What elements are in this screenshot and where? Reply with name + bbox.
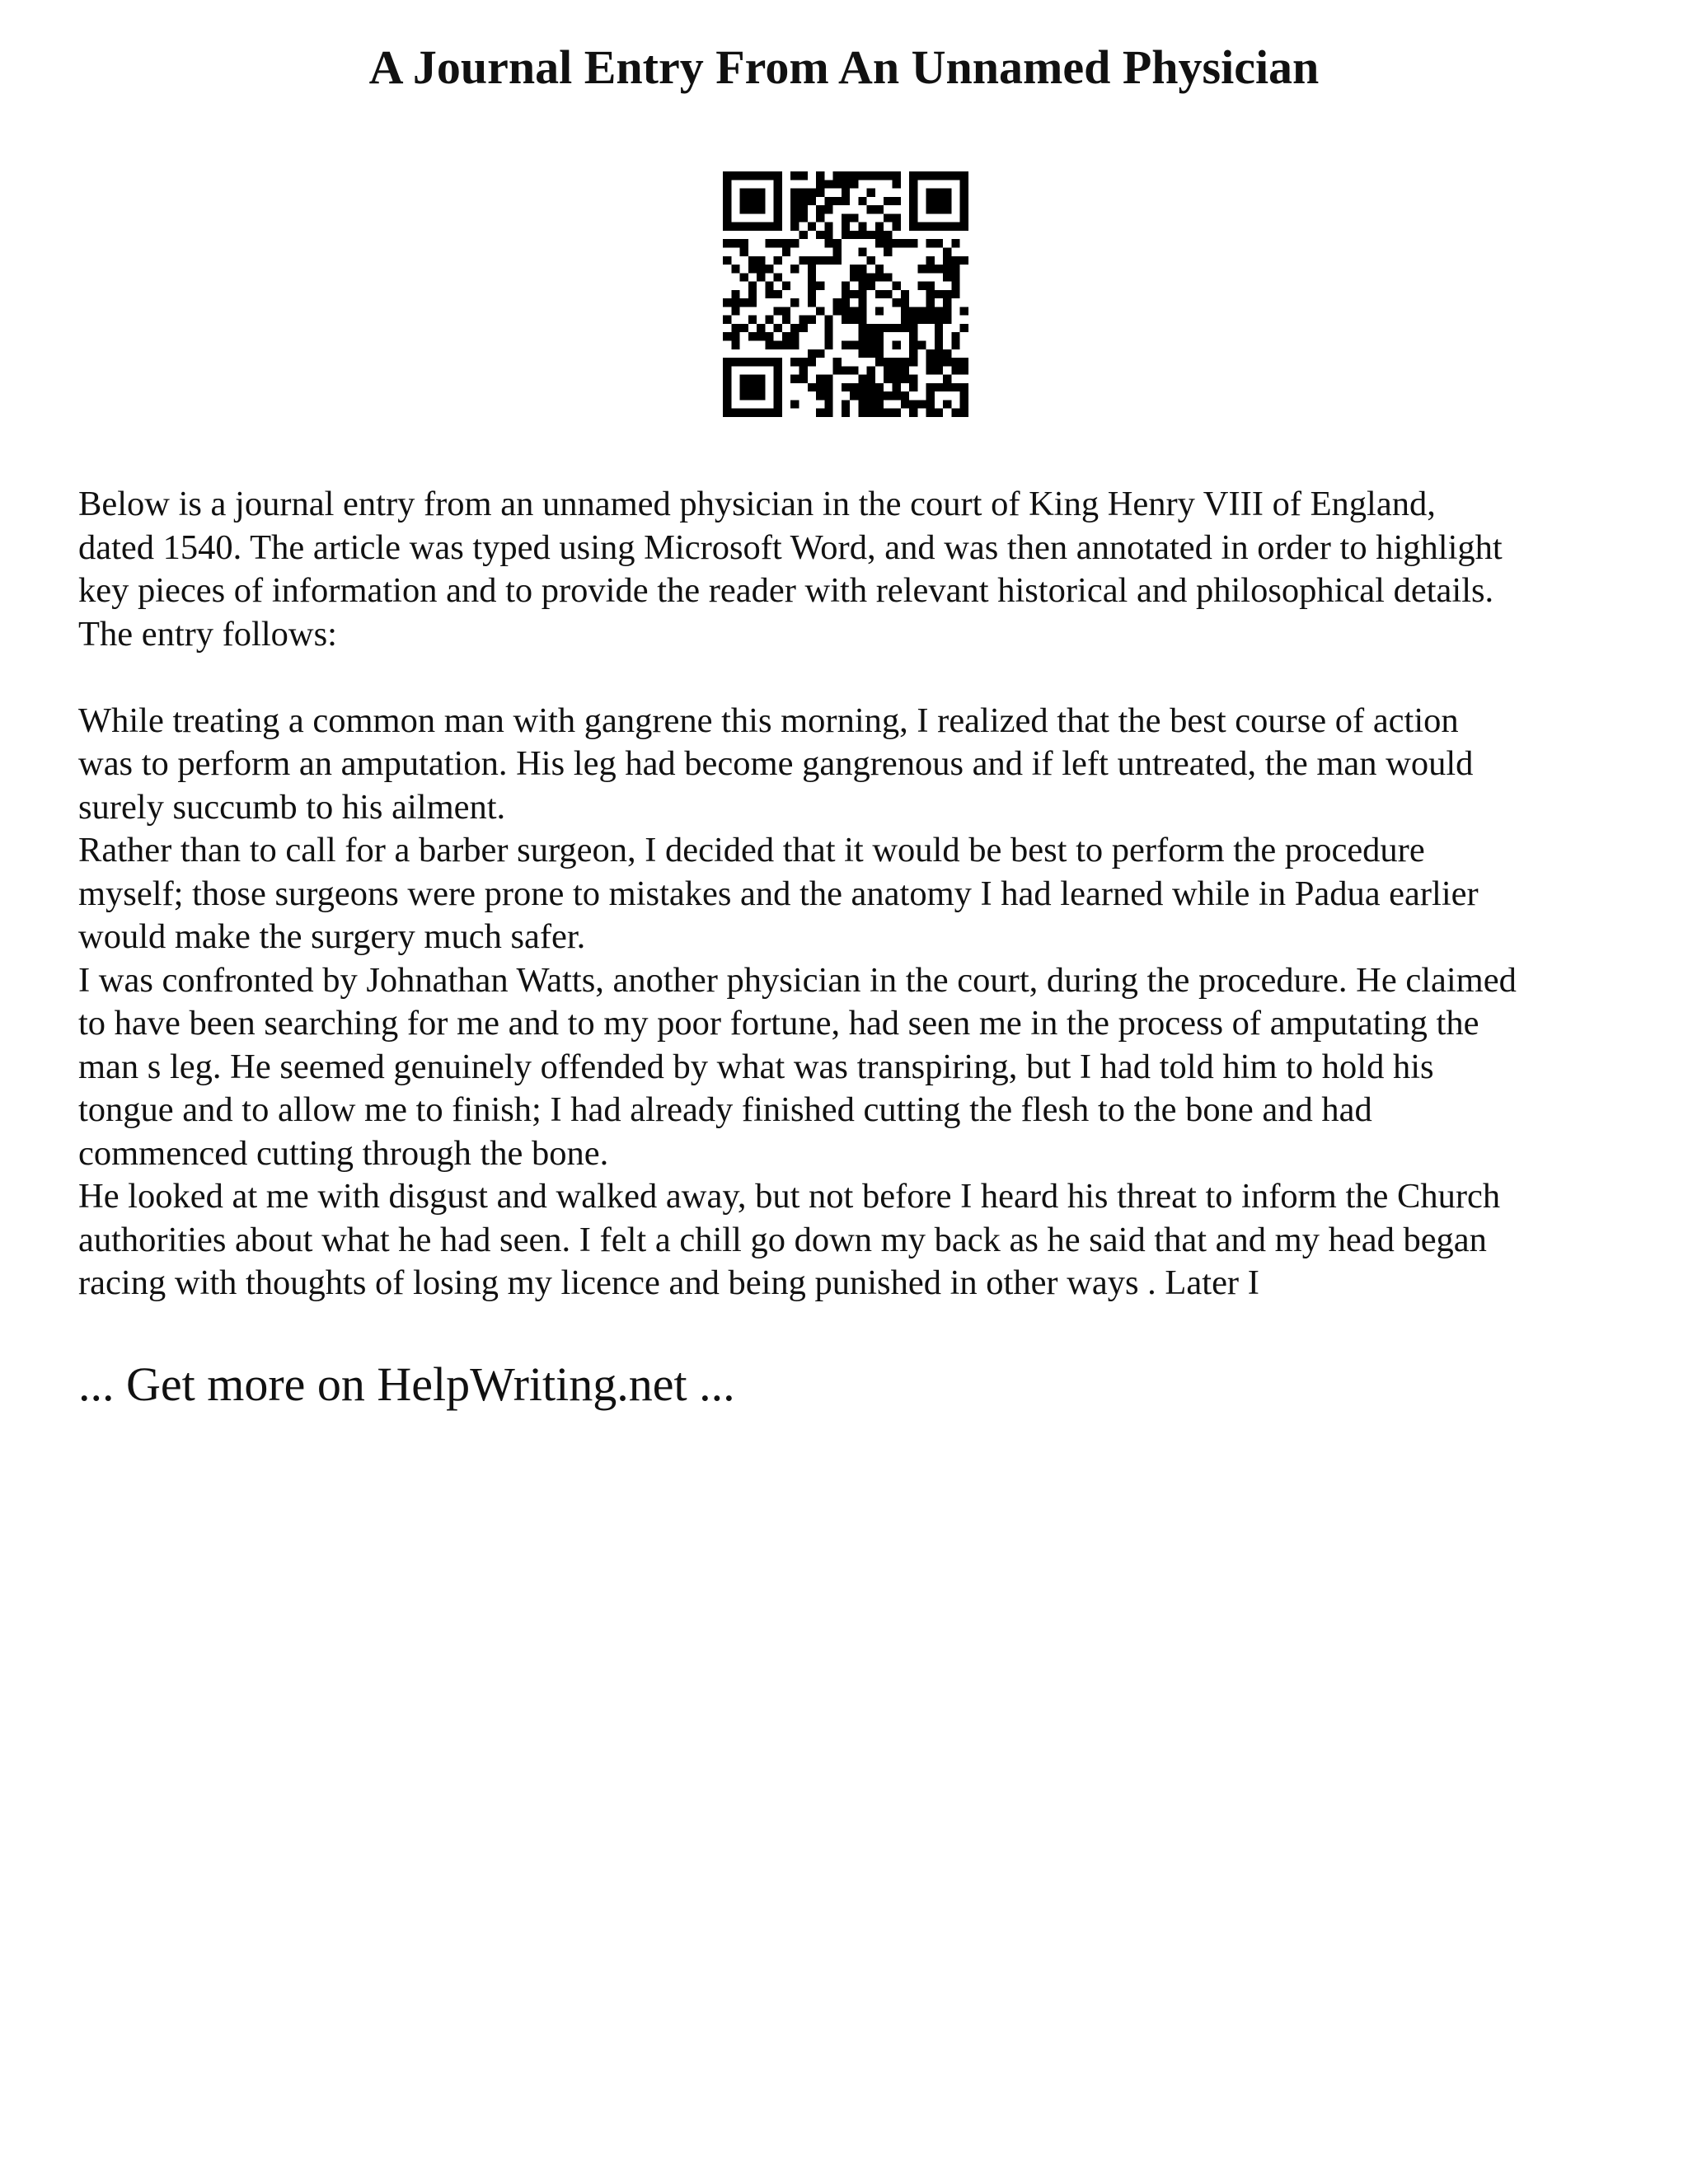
document-title: A Journal Entry From An Unnamed Physician xyxy=(368,40,1320,94)
intro-paragraph: Below is a journal entry from an unnamed physician in the court of King Henry VIII of England, dated 1540. The article was typed using Microsoft Word, and was then annotated in order to highlight key pieces of information and to provide the reader with relevant historical and philosophical details. The entry follows: xyxy=(78,485,1503,654)
get-more-link[interactable]: ... Get more on HelpWriting.net ... xyxy=(78,1357,735,1411)
document-body xyxy=(78,483,1644,1305)
qr-code-icon xyxy=(723,171,968,417)
entry-paragraph-3: I was confronted by Johnathan Watts, another physician in the court, during the procedure. He claimed to have been searching for me and to my poor fortune, had seen me in the process of amputating the man s leg. He seemed genuinely offended by what was transpiring, but I had told him to hold his tongue and to allow me to finish; I had already finished cutting the flesh to the bone and had commenced cutting through the bone. xyxy=(78,960,1517,1173)
entry-paragraph-1: While treating a common man with gangrene this morning, I realized that the best course of action was to perform an amputation. His leg had become gangrenous and if left untreated, the man would surely succumb to his ailment. xyxy=(78,701,1474,827)
entry-paragraph-4: He looked at me with disgust and walked away, but not before I heard his threat to inform the Church authorities about what he had seen. I felt a chill go down my back as he said that and my head began racing with thoughts of losing my licence and being punished in other ways . Later I xyxy=(78,1177,1501,1302)
entry-paragraph-2: Rather than to call for a barber surgeon, I decided that it would be best to perform the procedure myself; those surgeons were prone to mistakes and the anatomy I had learned while in Padua earlier would make the surgery much safer. xyxy=(78,831,1479,956)
